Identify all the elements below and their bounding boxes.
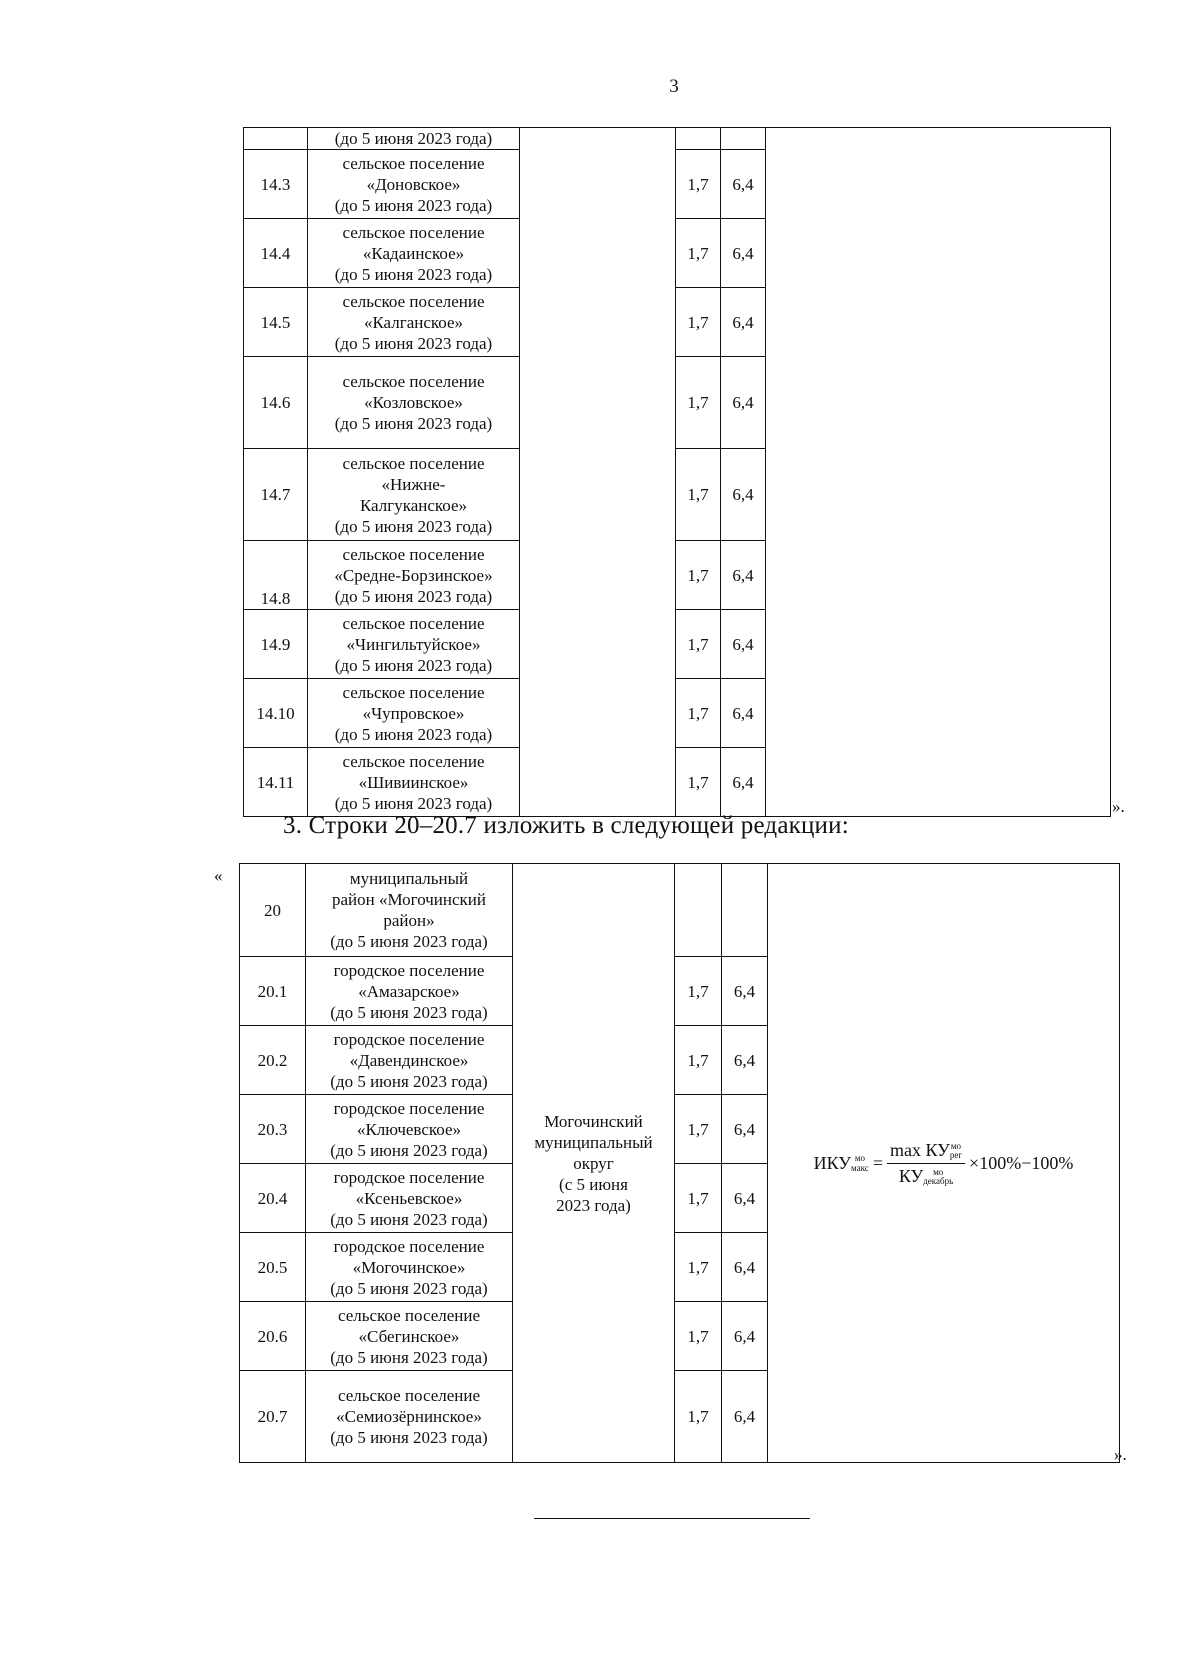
value-b: 6,4 xyxy=(721,150,766,219)
name-line: «Чупровское» xyxy=(362,703,465,723)
municipality-name xyxy=(306,864,513,957)
formula-num-sub: рег xyxy=(949,1150,963,1161)
name-line: «Кадаинское» xyxy=(362,243,465,263)
name-line: (до 5 июня 2023 года) xyxy=(334,264,493,284)
value-a: 1,7 xyxy=(675,1302,722,1371)
value-b: 6,4 xyxy=(721,219,766,288)
successor-line: округ xyxy=(573,1153,614,1173)
value-a: 1,7 xyxy=(676,679,721,748)
name-line: «Могочинское» xyxy=(352,1257,466,1277)
successor-line: муниципальный xyxy=(534,1132,653,1152)
formula-denominator xyxy=(899,1164,953,1187)
closing-quote-2: ». xyxy=(1114,1445,1127,1464)
municipality-name xyxy=(306,1026,513,1095)
table-row xyxy=(240,864,1120,957)
name-line: сельское поселение xyxy=(342,751,485,771)
municipality-name xyxy=(308,748,520,817)
successor-line: Могочинский xyxy=(544,1111,643,1131)
name-line: городское поселение xyxy=(333,1029,485,1049)
name-line: (до 5 июня 2023 года) xyxy=(334,414,493,433)
value-b: 6,4 xyxy=(722,1233,768,1302)
name-line: (до 5 июня 2023 года) xyxy=(330,1071,488,1091)
value-b: 6,4 xyxy=(722,1095,768,1164)
name-line: «Доновское» xyxy=(366,174,461,194)
successor-cell xyxy=(520,128,676,817)
value-a: 1,7 xyxy=(676,449,721,541)
value-a xyxy=(676,128,721,150)
row-number: 14.6 xyxy=(244,357,308,449)
value-b: 6,4 xyxy=(721,541,766,610)
municipality-name xyxy=(308,219,520,288)
value-b: 6,4 xyxy=(721,748,766,817)
value-b: 6,4 xyxy=(721,679,766,748)
value-a: 1,7 xyxy=(676,150,721,219)
value-a: 1,7 xyxy=(676,219,721,288)
formula-lhs-sub: макс xyxy=(851,1163,869,1173)
name-line: Калгуканское» xyxy=(359,495,468,515)
table-municipalities-20 xyxy=(239,863,1120,1463)
row-number: 14.11 xyxy=(244,748,308,817)
formula-cell xyxy=(768,864,1120,1463)
municipality-name xyxy=(306,1371,513,1463)
formula-den-sup: мо xyxy=(933,1167,944,1178)
name-line: (до 5 июня 2023 года) xyxy=(334,586,493,606)
row-number: 20.6 xyxy=(240,1302,306,1371)
value-a: 1,7 xyxy=(675,1026,722,1095)
formula-num-scripts xyxy=(950,1142,962,1160)
name-line: (до 5 июня 2023 года) xyxy=(330,1428,488,1447)
value-b: 6,4 xyxy=(722,1026,768,1095)
row-number: 14.4 xyxy=(244,219,308,288)
name-line: «Средне-Борзинское» xyxy=(334,565,493,585)
name-line: сельское поселение xyxy=(342,453,485,473)
name-line: (до 5 июня 2023 года) xyxy=(330,1347,488,1367)
formula-equals: = xyxy=(872,1152,883,1173)
name-line: «Калганское» xyxy=(363,312,464,332)
row-number: 14.5 xyxy=(244,288,308,357)
municipality-name xyxy=(308,541,520,610)
value-b: 6,4 xyxy=(722,1164,768,1233)
successor-line: 2023 года) xyxy=(556,1195,631,1215)
name-line: «Шивиинское» xyxy=(358,772,469,792)
name-line: «Амазарское» xyxy=(358,981,460,1001)
value-b: 6,4 xyxy=(722,1302,768,1371)
closing-quote-1: ». xyxy=(1112,797,1125,816)
name-line: городское поселение xyxy=(333,960,485,980)
name-line: «Семиозёрнинское» xyxy=(336,1407,482,1426)
value-b: 6,4 xyxy=(722,957,768,1026)
formula-lhs-sup: мо xyxy=(854,1153,866,1163)
formula-den-main: КУ xyxy=(898,1165,924,1186)
name-line: городское поселение xyxy=(333,1167,485,1187)
municipality-name xyxy=(308,357,520,449)
row-number xyxy=(244,128,308,150)
municipality-name xyxy=(306,1302,513,1371)
formula-numerator xyxy=(887,1140,965,1164)
name-line: сельское поселение xyxy=(342,613,485,633)
name-line: (до 5 июня 2023 года) xyxy=(330,1209,488,1229)
value-a: 1,7 xyxy=(676,610,721,679)
row-number: 20 xyxy=(240,864,306,957)
formula-den-scripts xyxy=(923,1168,953,1186)
value-a: 1,7 xyxy=(675,1164,722,1233)
name-line: (до 5 июня 2023 года) xyxy=(334,793,493,813)
name-line: городское поселение xyxy=(333,1098,485,1118)
municipality-name: (до 5 июня 2023 года) xyxy=(308,128,520,150)
value-a: 1,7 xyxy=(676,541,721,610)
value-a: 1,7 xyxy=(675,957,722,1026)
value-a xyxy=(675,864,722,957)
name-line: (до 5 июня 2023 года) xyxy=(330,1140,488,1160)
municipality-name xyxy=(308,288,520,357)
name-line: «Нижне- xyxy=(381,474,446,494)
value-a: 1,7 xyxy=(675,1095,722,1164)
municipality-name xyxy=(306,1095,513,1164)
name-line: (до 5 июня 2023 года) xyxy=(334,195,493,215)
formula-num-sup: мо xyxy=(950,1141,962,1152)
name-line: (до 5 июня 2023 года) xyxy=(334,516,493,536)
name-line: (до 5 июня 2023 года) xyxy=(330,1002,488,1022)
formula-fraction xyxy=(887,1140,965,1187)
name-line: (до 5 июня 2023 года) xyxy=(330,1278,488,1298)
name-line: (до 5 июня 2023 года) xyxy=(334,655,493,675)
value-b: 6,4 xyxy=(721,610,766,679)
value-b: 6,4 xyxy=(721,449,766,541)
value-b xyxy=(722,864,768,957)
name-line: «Ксеньевское» xyxy=(355,1188,463,1208)
name-line: район «Могочинский xyxy=(331,890,487,909)
footer-rule xyxy=(534,1518,810,1519)
value-b: 6,4 xyxy=(721,288,766,357)
formula-lhs-scripts xyxy=(851,1153,869,1173)
row-number: 20.2 xyxy=(240,1026,306,1095)
name-line: «Сбегинское» xyxy=(358,1326,460,1346)
row-number: 14.8 xyxy=(244,541,308,610)
row-number: 20.3 xyxy=(240,1095,306,1164)
opening-quote: « xyxy=(214,866,223,885)
name-line: район» xyxy=(383,911,435,930)
formula-tail: ×100%−100% xyxy=(969,1152,1074,1173)
municipality-name xyxy=(306,1164,513,1233)
name-line: «Чингильтуйское» xyxy=(346,634,481,654)
successor-cell xyxy=(513,864,675,1463)
name-line: (до 5 июня 2023 года) xyxy=(334,333,493,353)
value-b xyxy=(721,128,766,150)
row-number: 20.1 xyxy=(240,957,306,1026)
name-line: сельское поселение xyxy=(342,544,485,564)
value-a: 1,7 xyxy=(676,748,721,817)
formula-lhs: ИКУ xyxy=(813,1152,852,1173)
value-b: 6,4 xyxy=(721,357,766,449)
row-number: 14.3 xyxy=(244,150,308,219)
name-line: сельское поселение xyxy=(342,291,485,311)
municipality-name xyxy=(308,679,520,748)
formula-cell xyxy=(766,128,1111,817)
value-a: 1,7 xyxy=(675,1371,722,1463)
name-line: сельское поселение xyxy=(337,1305,481,1325)
municipality-name xyxy=(308,150,520,219)
formula xyxy=(814,1140,1074,1187)
name-line: сельское поселение xyxy=(337,1386,481,1405)
successor-line: (с 5 июня xyxy=(559,1174,628,1194)
row-number: 14.7 xyxy=(244,449,308,541)
name-line: сельское поселение xyxy=(342,682,485,702)
page-number: 3 xyxy=(669,76,679,97)
row-number: 20.4 xyxy=(240,1164,306,1233)
table-row xyxy=(244,128,1111,150)
table-municipalities-14 xyxy=(243,127,1111,817)
row-number: 20.5 xyxy=(240,1233,306,1302)
value-a: 1,7 xyxy=(676,288,721,357)
row-number: 14.9 xyxy=(244,610,308,679)
name-line: сельское поселение xyxy=(342,153,485,173)
name-line: «Козловское» xyxy=(364,393,463,412)
name-line: (до 5 июня 2023 года) xyxy=(330,932,488,951)
section-heading: 3. Строки 20–20.7 изложить в следующей редакции: xyxy=(283,812,849,839)
name-line: (до 5 июня 2023 года) xyxy=(334,724,493,744)
name-line: «Давендинское» xyxy=(349,1050,469,1070)
municipality-name xyxy=(308,449,520,541)
name-line: муниципальный xyxy=(349,869,469,888)
name-line: «Ключевское» xyxy=(356,1119,462,1139)
value-a: 1,7 xyxy=(675,1233,722,1302)
row-number: 20.7 xyxy=(240,1371,306,1463)
formula-num-main: max КУ xyxy=(889,1139,950,1160)
row-number: 14.10 xyxy=(244,679,308,748)
formula-den-sub: декабрь xyxy=(923,1176,954,1187)
value-a: 1,7 xyxy=(676,357,721,449)
municipality-name xyxy=(308,610,520,679)
name-line: сельское поселение xyxy=(342,372,485,391)
value-b: 6,4 xyxy=(722,1371,768,1463)
name-line: городское поселение xyxy=(333,1236,485,1256)
municipality-name xyxy=(306,1233,513,1302)
municipality-name xyxy=(306,957,513,1026)
name-line: сельское поселение xyxy=(342,222,485,242)
